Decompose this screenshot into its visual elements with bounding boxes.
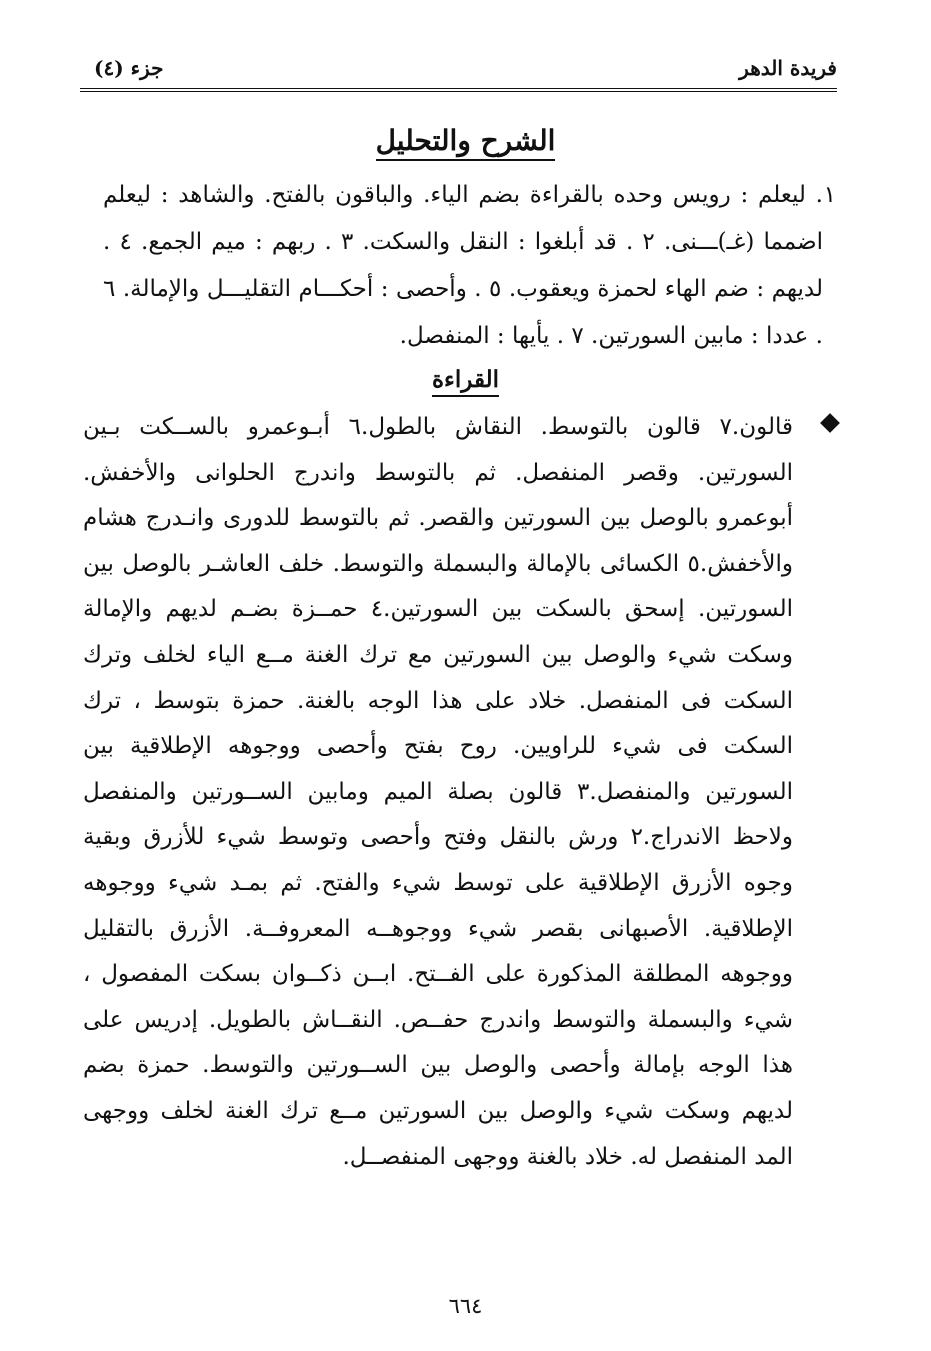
sharh-paragraph: . ليعلم : رويس وحده بالقراءة بضم الياء. والباقون بالفتح. والشاهد : ليعلم اضمما (غـ)ـــنى. ٢ . قد أبلغوا : النقل والسكت. ٣ . ربهم : ميم الجمع. ٤ . لديهم : ضم الهاء لحمزة ويعقوب. ٥ . وأحصى : أحكـــام التقليـــل والإمالة. ٦ . عددا : مابين السورتين. ٧ . يأيها : المنفصل.: [103, 182, 823, 349]
qiraa-paragraph: قالون.٧ قالون بالتوسط. النقاش بالطول.٦ أبـوعمرو بالســكت بـين السورتين. وقصر المنفصل. ثم بالتوسط واندرج الحلوانى والأخفش. أبوعمرو بالوصل بين السورتين والقصر. ثم بالتوسط للدورى وانـدرج هشام والأخفش.٥ الكسائى بالإمالة والبسملة والتوسط. خلف العاشـر بالوصل بين السورتين. إسحق بالسكت بين السورتين.٤ حمــزة بضـم لديهم والإمالة وسكت شيء والوصل بين السورتين مع ترك الغنة مــع الياء لخلف وترك السكت فى المنفصل. خلاد على هذا الوجه بالغنة. حمزة بتوسط ، ترك السكت فى شيء للراويين. روح بفتح وأحصى ووجوهه الإطلاقية بين السورتين والمنفصل.٣ قالون بصلة الميم ومابين الســورتين والمنفصل ولاحظ الاندراج.٢ ورش بالنقل وفتح وأحصى وتوسط شيء للأزرق وبقية وجوه الأزرق الإطلاقية على توسط شيء والفتح. ثم بمـد شيء ووجوهه الإطلاقية. الأصبهانى بقصر شيء ووجوهــه المعروفــة. الأزرق بالتقليل ووجوهه المطلقة المذكورة على الفــتح. ابــن ذكــوان بسكت المفصول ، شيء والبسملة والتوسط واندرج حفــص. النقــاش بالطويل. إدريس على هذا الوجه بإمالة وأحصى والوصل بين الســورتين والتوسط. حمزة بضم لديهم وسكت شيء والوصل بين السورتين مــع ترك الغنة لخلف ووجهى المد المنفصل له. خلاد بالغنة ووجهى المنفصــل.: [83, 414, 794, 1170]
sharh-title-text: الشرح والتحليل: [376, 124, 556, 161]
qiraa-section-title: [0, 366, 931, 393]
sharh-section-title: [0, 124, 931, 157]
book-title: فريدة الدهر: [739, 56, 837, 80]
part-number: جزء (٤): [94, 56, 164, 80]
qiraa-title-text: القراءة: [432, 366, 499, 397]
page-header: [80, 52, 837, 92]
page-number: ٦٦٤: [448, 1294, 483, 1318]
diamond-bullet-icon: [820, 413, 840, 433]
sharh-item-number: ١: [823, 182, 836, 208]
